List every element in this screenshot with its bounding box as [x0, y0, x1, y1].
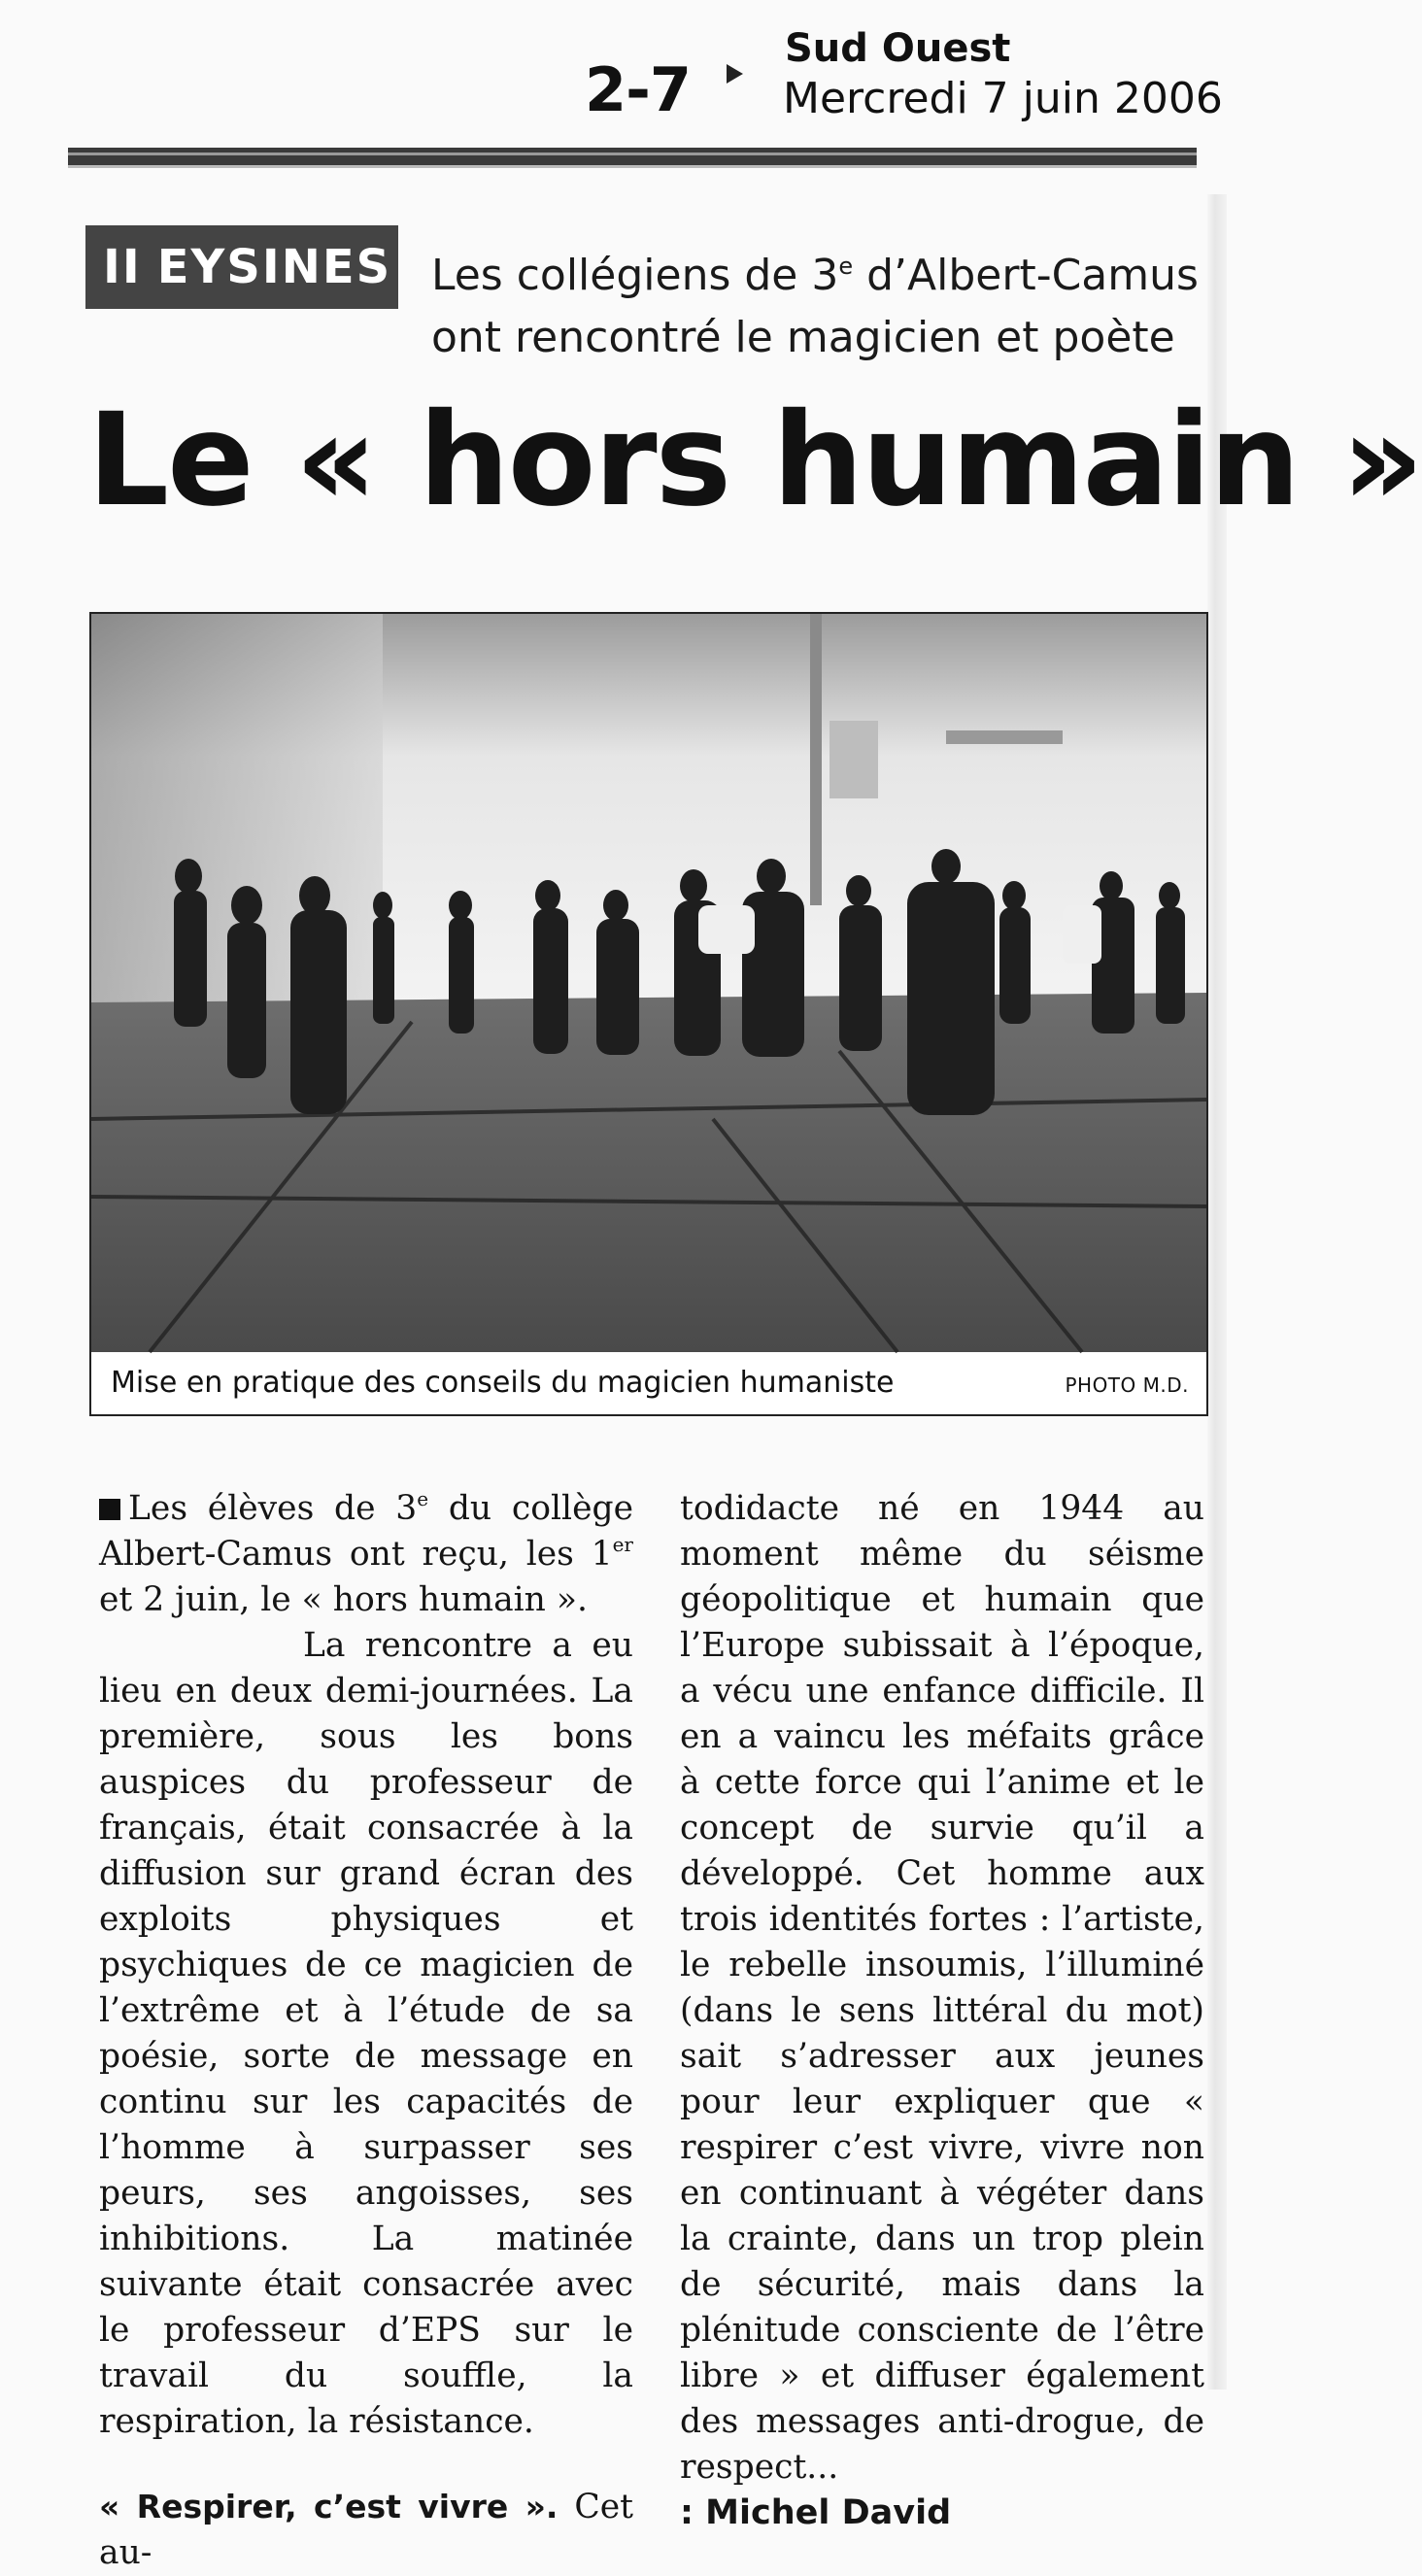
deck-text: Les collégiens de 3: [431, 251, 839, 300]
lead-superscript-2: er: [612, 1533, 633, 1556]
lead-text-end: et 2 juin, le « hors humain ».: [99, 1580, 588, 1619]
lead-superscript: e: [417, 1487, 429, 1510]
header-rule: [68, 148, 1197, 168]
triangle-arrow-icon: [727, 64, 743, 84]
deck-line-2: ont rencontré le magicien et poète: [431, 313, 1175, 362]
article-column-1: [99, 1486, 633, 2576]
headline: Le « hors humain »: [87, 386, 1422, 535]
deck-text-end: d’Albert-Camus: [853, 251, 1199, 300]
photo-credit: PHOTO M.D.: [1065, 1373, 1189, 1397]
page-number: 2-7: [585, 54, 692, 125]
photo-caption: Mise en pratique des conseils du magicien humaniste: [111, 1366, 895, 1400]
byline-paragraph: [680, 2491, 1204, 2536]
deck-superscript: e: [838, 253, 854, 280]
lead-text: Les élèves de 3: [128, 1489, 418, 1528]
photo-frame: [89, 612, 1208, 1416]
article-deck: [431, 235, 1199, 369]
lead-paragraph: [99, 1486, 633, 1623]
lead-text-cont: du collège Albert-Camus ont reçu, les 1: [99, 1489, 633, 1574]
subhead-paragraph: [99, 2484, 633, 2576]
byline: : Michel David: [680, 2493, 952, 2532]
body-paragraph-3: todidacte né en 1944 au moment même du séisme géopolitique et humain que l’Europe subissait à l’époque, a vécu une enfance difficile. Il en a vaincu les méfaits grâce à cette force qui l’anime et le concept de survie qu’il a développé. Cet homme aux trois identités fortes : l’artiste, le rebelle insoumis, l’illuminé (dans le sens littéral du mot) sait s’adresser aux jeunes pour leur expliquer que « respirer c’est vivre, vivre non en continuant à végéter dans la crainte, dans un trop plein de sécurité, mais dans la plénitude consciente de l’être libre » et diffuser également des messages anti-drogue, de respect...: [680, 1489, 1204, 2487]
publication-date: Mercredi 7 juin 2006: [783, 74, 1223, 123]
deck-line-1: [431, 235, 1199, 307]
gymnasium-photo: [91, 614, 1206, 1352]
kicker-bars-icon: II: [103, 240, 142, 294]
location-kicker: [85, 225, 398, 309]
article-column-2: [680, 1486, 1204, 2536]
body-paragraph-2: [99, 1623, 633, 2445]
paragraph-2-text: La rencontre a eu lieu en deux demi-journées. La première, sous les bons auspices du professeur de français, était consacrée à la diffusion sur grand écran des exploits physiques et psychiques de ce magicien de l’extrême et à l’étude de sa poésie, sorte de message en continu sur les capacités de l’homme à surpasser ses peurs, ses angoisses, ses inhibitions. La matinée suivante était consacrée avec le professeur d’EPS sur le travail du souffle, la respiration, la résistance.: [99, 1626, 633, 2441]
paragraph-marker-icon: [99, 1499, 120, 1520]
kicker-label: EYSINES: [156, 240, 392, 294]
paragraph-3-start: Cet au-: [99, 2488, 633, 2572]
newspaper-name: Sud Ouest: [785, 26, 1011, 71]
subhead: « Respirer, c’est vivre ».: [99, 2488, 559, 2525]
